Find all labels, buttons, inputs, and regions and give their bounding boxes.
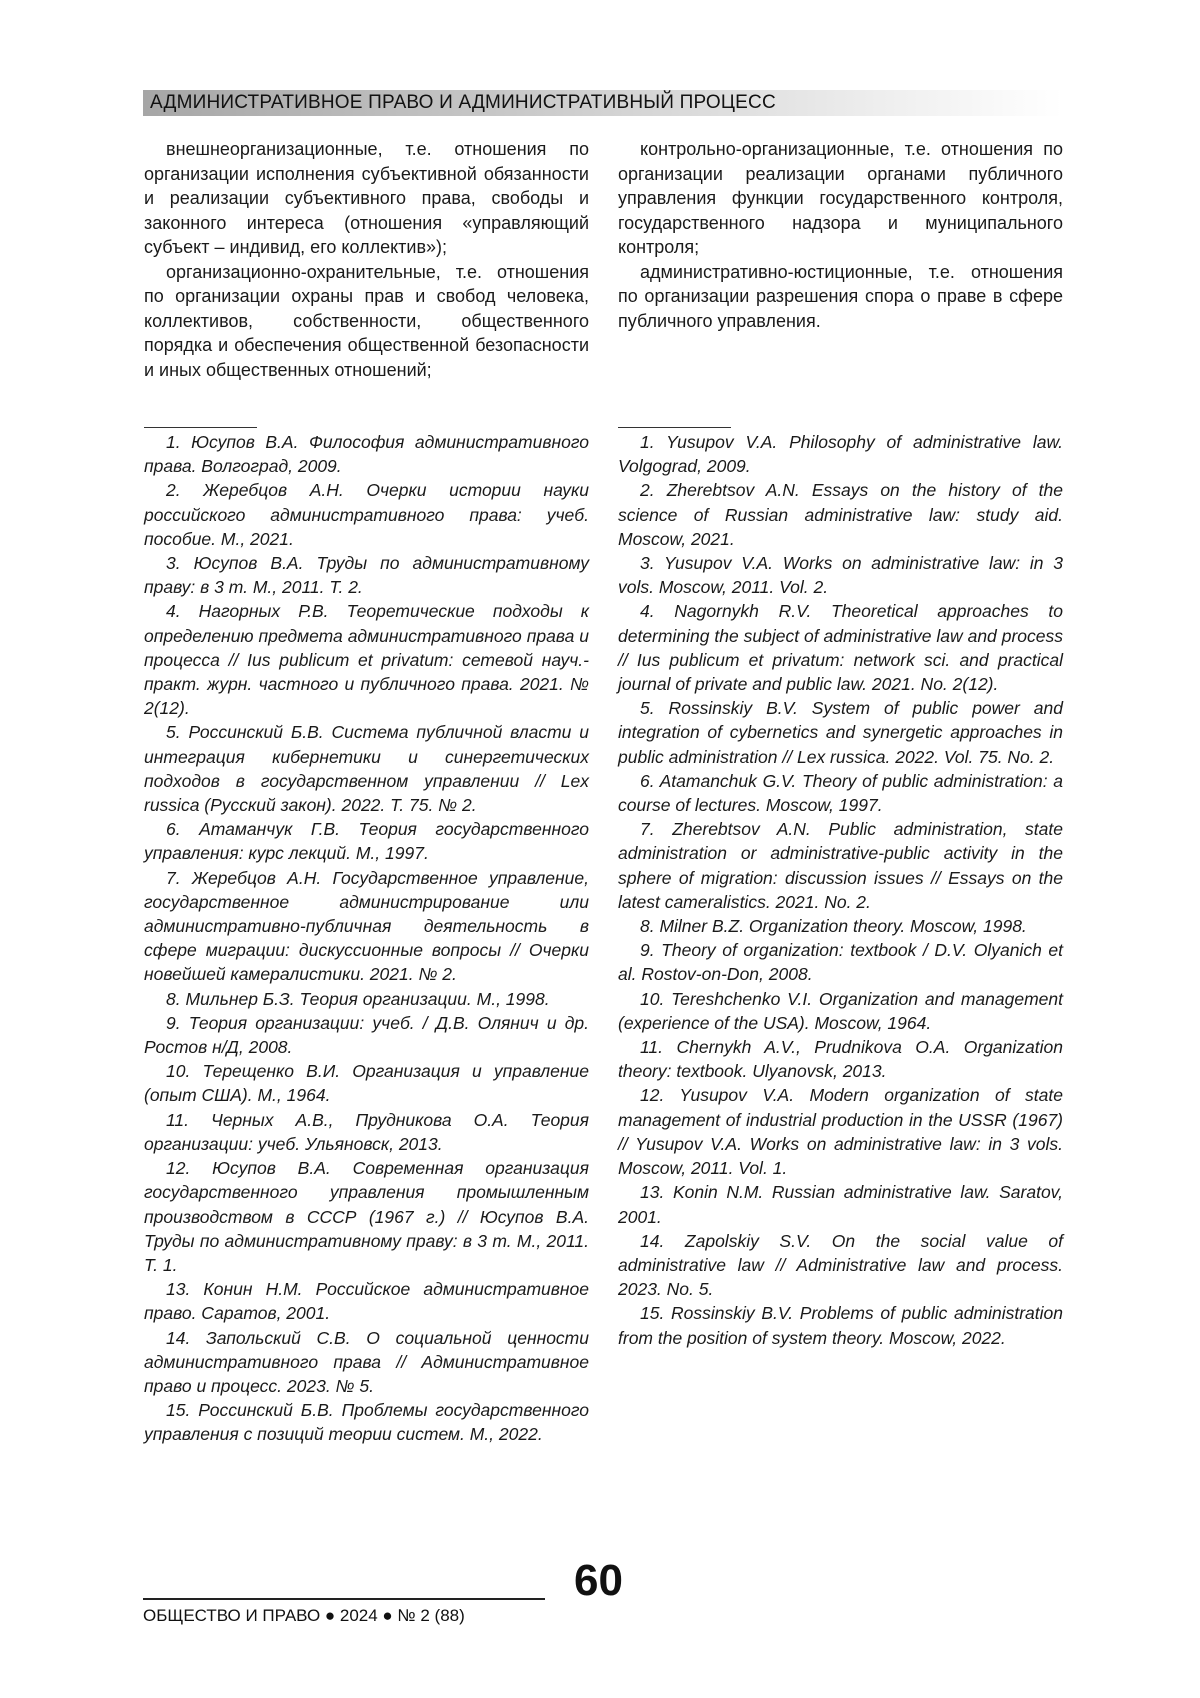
reference-item: 10. Tereshchenko V.I. Organization and management (experience of the USA). Moscow, 1964.	[618, 987, 1063, 1035]
reference-item: 1. Yusupov V.A. Philosophy of administrative law. Volgograd, 2009.	[618, 430, 1063, 478]
reference-item: 9. Theory of organization: textbook / D.V. Olyanich et al. Rostov-on-Don, 2008.	[618, 938, 1063, 986]
reference-item: 7. Zherebtsov A.N. Public administration, state administration or administrative-public activity in the sphere of migration: discussion issues // Essays on the latest cameralistics. 2021. No. 2.	[618, 817, 1063, 914]
reference-item: 9. Теория организации: учеб. / Д.В. Олянич и др. Ростов н/Д, 2008.	[144, 1011, 589, 1059]
reference-item: 3. Юсупов В.А. Труды по административному праву: в 3 т. М., 2011. Т. 2.	[144, 551, 589, 599]
reference-item: 15. Rossinskiy B.V. Problems of public administration from the position of system theory. Moscow, 2022.	[618, 1301, 1063, 1349]
reference-item: 11. Черных А.В., Прудникова О.А. Теория организации: учеб. Ульяновск, 2013.	[144, 1108, 589, 1156]
reference-item: 8. Мильнер Б.З. Теория организации. М., 1998.	[144, 987, 589, 1011]
reference-item: 4. Нагорных Р.В. Теоретические подходы к определению предмета административного права и процесса // Ius publicum et privatum: сетевой науч.-практ. журн. частного и публичного права. 2021. № 2(12).	[144, 599, 589, 720]
reference-item: 11. Chernykh A.V., Prudnikova O.A. Organization theory: textbook. Ulyanovsk, 2013.	[618, 1035, 1063, 1083]
references-divider-right	[618, 427, 731, 428]
reference-item: 13. Конин Н.М. Российское административное право. Саратов, 2001.	[144, 1277, 589, 1325]
reference-item: 7. Жеребцов А.Н. Государственное управление, государственное администрирование или административно-публичная деятельность в сфере миграции: дискуссионные вопросы // Очерки новейшей камералистики. 2021. № 2.	[144, 866, 589, 987]
reference-item: 6. Атаманчук Г.В. Теория государственного управления: курс лекций. М., 1997.	[144, 817, 589, 865]
footer-journal-info: ОБЩЕСТВО И ПРАВО ● 2024 ● № 2 (88)	[143, 1605, 465, 1627]
references-list-english	[618, 430, 1063, 1350]
reference-item: 5. Россинский Б.В. Система публичной власти и интеграция кибернетики и синергетических подходов в государственном управлении // Lex russica (Русский закон). 2022. Т. 75. № 2.	[144, 720, 589, 817]
section-header-title: АДМИНИСТРАТИВНОЕ ПРАВО И АДМИНИСТРАТИВНЫЙ ПРОЦЕСС	[150, 90, 776, 116]
reference-item: 2. Zherebtsov A.N. Essays on the history of the science of Russian administrative law: study aid. Moscow, 2021.	[618, 478, 1063, 551]
reference-item: 6. Atamanchuk G.V. Theory of public administration: a course of lectures. Moscow, 1997.	[618, 769, 1063, 817]
body-paragraph: административно-юстиционные, т.е. отношения по организации разрешения спора о праве в сфере публичного управления.	[618, 260, 1063, 334]
reference-item: 8. Milner B.Z. Organization theory. Moscow, 1998.	[618, 914, 1063, 938]
footer-divider	[143, 1598, 545, 1600]
body-paragraph: внешнеорганизационные, т.е. отношения по организации исполнения субъективной обязанности и реализации субъективного права, свободы и законного интереса (отношения «управляющий субъект – индивид, его коллектив»);	[144, 137, 589, 260]
reference-item: 1. Юсупов В.А. Философия административного права. Волгоград, 2009.	[144, 430, 589, 478]
references-divider-left	[144, 427, 257, 428]
reference-item: 3. Yusupov V.A. Works on administrative law: in 3 vols. Moscow, 2011. Vol. 2.	[618, 551, 1063, 599]
page-number: 60	[574, 1556, 623, 1606]
reference-item: 15. Россинский Б.В. Проблемы государственного управления с позиций теории систем. М., 2022.	[144, 1398, 589, 1446]
body-column-right	[618, 137, 1063, 333]
reference-item: 14. Запольский С.В. О социальной ценности административного права // Административное право и процесс. 2023. № 5.	[144, 1326, 589, 1399]
reference-item: 10. Терещенко В.И. Организация и управление (опыт США). М., 1964.	[144, 1059, 589, 1107]
reference-item: 5. Rossinskiy B.V. System of public power and integration of cybernetics and synergetic approaches in public administration // Lex russica. 2022. Vol. 75. No. 2.	[618, 696, 1063, 769]
reference-item: 4. Nagornykh R.V. Theoretical approaches to determining the subject of administrative law and process // Ius publicum et privatum: network sci. and practical journal of private and public law. 2021. No. 2(12).	[618, 599, 1063, 696]
body-paragraph: контрольно-организационные, т.е. отношения по организации реализации органами публичного управления функции государственного контроля, государственного надзора и муниципального контроля;	[618, 137, 1063, 260]
reference-item: 13. Konin N.M. Russian administrative law. Saratov, 2001.	[618, 1180, 1063, 1228]
reference-item: 12. Юсупов В.А. Современная организация государственного управления промышленным производством в СССР (1967 г.) // Юсупов В.А. Труды по административному праву: в 3 т. М., 2011. Т. 1.	[144, 1156, 589, 1277]
body-column-left	[144, 137, 589, 382]
reference-item: 14. Zapolskiy S.V. On the social value of administrative law // Administrative law and process. 2023. No. 5.	[618, 1229, 1063, 1302]
body-paragraph: организационно-охранительные, т.е. отношения по организации охраны прав и свобод человека, коллективов, собственности, общественного порядка и обеспечения общественной безопасности и иных общественных отношений;	[144, 260, 589, 383]
reference-item: 2. Жеребцов А.Н. Очерки истории науки российского административного права: учеб. пособие. М., 2021.	[144, 478, 589, 551]
reference-item: 12. Yusupov V.A. Modern organization of state management of industrial production in the USSR (1967) // Yusupov V.A. Works on administrative law: in 3 vols. Moscow, 2011. Vol. 1.	[618, 1083, 1063, 1180]
references-list-russian	[144, 430, 589, 1447]
